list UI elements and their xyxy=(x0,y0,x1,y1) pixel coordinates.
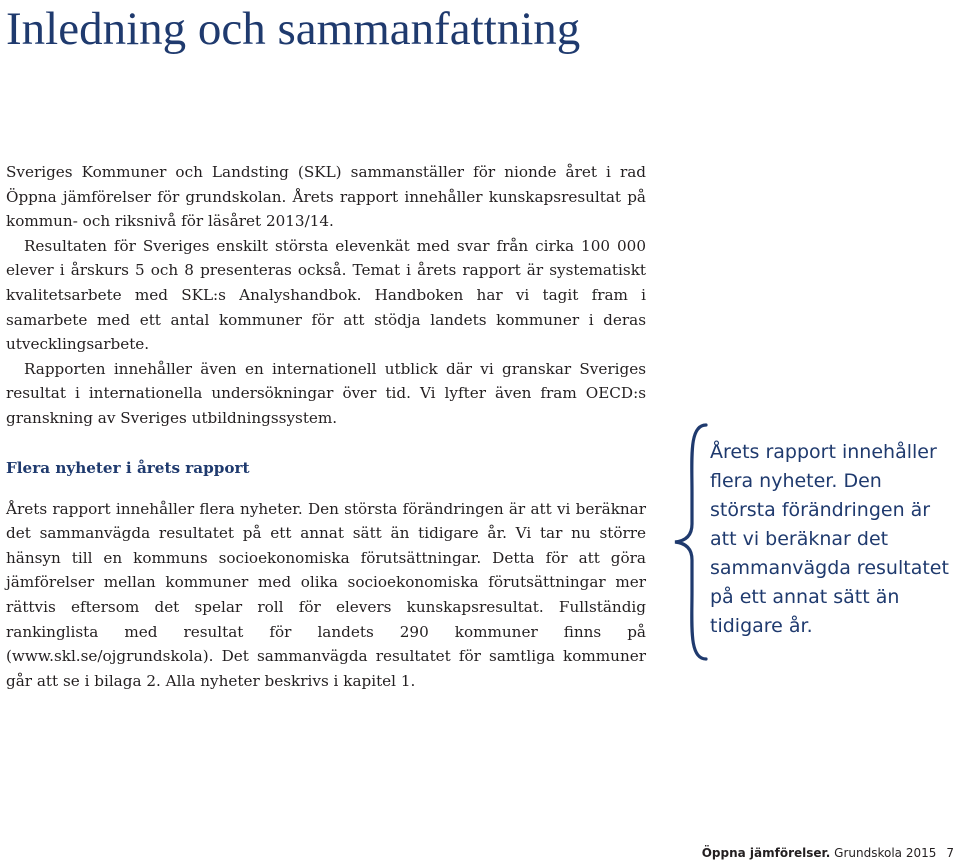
page-footer xyxy=(702,845,954,861)
intro-paragraph-3: Rapporten innehåller även en internationell utblick där vi granskar Sveriges resultat i internationella undersökningar över tid. Vi lyfter även fram OECD:s granskning av Sveriges utbildningssystem. xyxy=(6,359,646,427)
page-title: Inledning och sammanfattning xyxy=(6,3,581,55)
pull-quote-box xyxy=(670,422,955,662)
intro-paragraph-1: Sveriges Kommuner och Landsting (SKL) sammanställer för nionde året i rad Öppna jämförelser för grundskolan. Årets rapport innehåller kunskapsresultat på kommun- och riksnivå för läsåret 2013/14. xyxy=(6,163,646,231)
section-heading: Flera nyheter i årets rapport xyxy=(6,458,250,477)
section-paragraph: Årets rapport innehåller flera nyheter. Den största förändringen är att vi beräknar det sammanvägda resultatet på ett annat sätt än tidigare år. Vi tar nu större hänsyn till en kommuns socioekonomiska förutsättningar. Detta för att göra jämförelser mellan kommuner med olika socioekonomiska förutsättningar mer rättvis eftersom det spelar roll för elevers kunskapsresultat. Fullständig rankinglista med resultat för landets 290 kommuner finns på (www.skl.se/ojgrundskola). Det sammanvägda resultatet för samtliga kommuner går att se i bilaga 2. Alla nyheter beskrivs i kapitel 1. xyxy=(6,499,646,690)
curly-brace-icon xyxy=(670,422,710,662)
footer-series: Öppna jämförelser. xyxy=(701,846,831,860)
body-text xyxy=(6,160,646,693)
pull-quote-text: Årets rapport innehåller flera nyheter. Den största förändringen är att vi beräknar det sammanvägda resultatet på ett annat sätt än tidigare år. xyxy=(710,441,949,637)
page-number: 7 xyxy=(946,846,954,860)
footer-subtitle: Grundskola 2015 xyxy=(830,846,937,860)
intro-paragraph-2: Resultaten för Sveriges enskilt största elevenkät med svar från cirka 100 000 elever i årskurs 5 och 8 presenteras också. Temat i årets rapport är systematiskt kvalitetsarbete med SKL:s Analyshandbok. Handboken har vi tagit fram i samarbete med ett antal kommuner för att stödja landets kommuner i deras utvecklingsarbete. xyxy=(6,236,646,354)
